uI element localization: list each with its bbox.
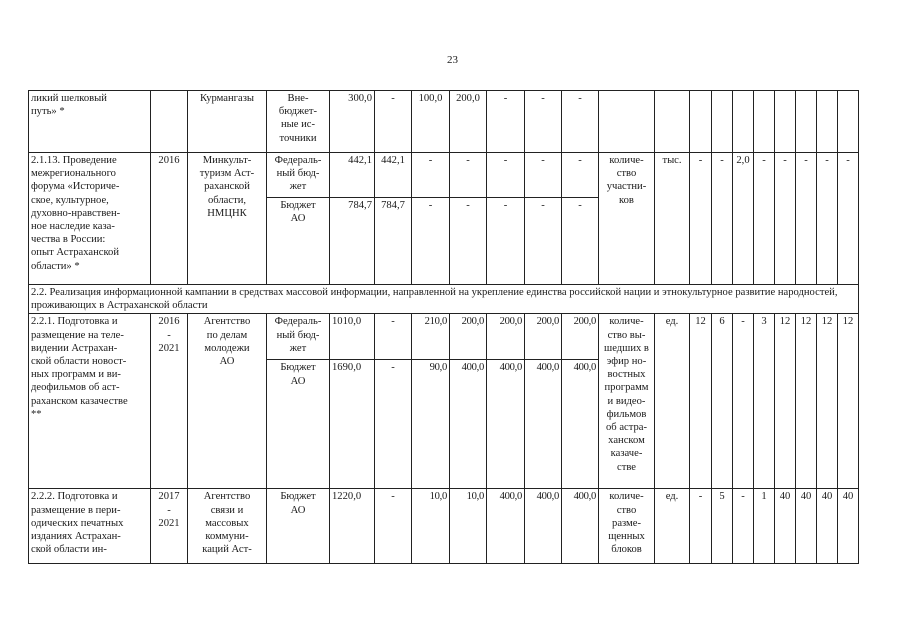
indicator-value: - bbox=[838, 153, 859, 285]
indicator-value: 6 bbox=[712, 314, 733, 489]
indicator-cell bbox=[599, 91, 655, 153]
year-2017: 100,0 bbox=[412, 91, 450, 153]
year-2019: 200,0 bbox=[487, 314, 525, 360]
indicator-value bbox=[733, 91, 754, 153]
funding-source: Бюджет АО bbox=[267, 489, 330, 564]
year-2021: 400,0 bbox=[562, 360, 599, 489]
indicator-value bbox=[796, 91, 817, 153]
year-2021: 200,0 bbox=[562, 314, 599, 360]
year-2021: - bbox=[562, 153, 599, 198]
period-cell: 2016 bbox=[151, 153, 188, 285]
period-cell bbox=[151, 91, 188, 153]
funding-source: Бюджет АО bbox=[267, 198, 330, 285]
year-2018: 200,0 bbox=[450, 314, 487, 360]
year-2016: - bbox=[375, 489, 412, 564]
indicator-value bbox=[775, 91, 796, 153]
indicator-value: 5 bbox=[712, 489, 733, 564]
executor-cell: Агентство по делам молодежи АО bbox=[188, 314, 267, 489]
activity-name: ликий шелковый путь» * bbox=[29, 91, 151, 153]
program-table bbox=[28, 90, 859, 564]
total-cell: 442,1 bbox=[330, 153, 375, 198]
indicator-value: - bbox=[733, 314, 754, 489]
year-2020: 400,0 bbox=[525, 360, 562, 489]
indicator-value: 40 bbox=[817, 489, 838, 564]
section-heading: 2.2. Реализация информационной кампании в средствах массовой информации, направленной на укрепление единства российской нации и этнокультурное развитие народностей, проживающих в Астраханской области bbox=[29, 285, 859, 314]
total-cell: 1220,0 bbox=[330, 489, 375, 564]
indicator-value bbox=[754, 91, 775, 153]
indicator-value: 12 bbox=[817, 314, 838, 489]
year-2021: - bbox=[562, 198, 599, 285]
year-2016: 442,1 bbox=[375, 153, 412, 198]
executor-cell: Курмангазы bbox=[188, 91, 267, 153]
year-2016: - bbox=[375, 360, 412, 489]
total-cell: 1690,0 bbox=[330, 360, 375, 489]
indicator-value: 1 bbox=[754, 489, 775, 564]
year-2019: - bbox=[487, 153, 525, 198]
table-row bbox=[29, 91, 859, 153]
table-row bbox=[29, 489, 859, 564]
year-2019: 400,0 bbox=[487, 489, 525, 564]
table-row bbox=[29, 153, 859, 198]
indicator-value bbox=[690, 91, 712, 153]
year-2017: 90,0 bbox=[412, 360, 450, 489]
indicator-value: 40 bbox=[775, 489, 796, 564]
funding-source: Федераль- ный бюд- жет bbox=[267, 153, 330, 198]
total-cell: 1010,0 bbox=[330, 314, 375, 360]
indicator-value: - bbox=[796, 153, 817, 285]
indicator-value: 2,0 bbox=[733, 153, 754, 285]
table-row bbox=[29, 285, 859, 314]
indicator-value: - bbox=[690, 489, 712, 564]
year-2020: 200,0 bbox=[525, 314, 562, 360]
unit-cell: ед. bbox=[655, 489, 690, 564]
indicator-cell: количе- ство вы- шедших в эфир но- востных программ и видео- фильмов об астра- ханском казаче- стве bbox=[599, 314, 655, 489]
page-number: 23 bbox=[447, 54, 458, 66]
indicator-value bbox=[838, 91, 859, 153]
funding-source: Вне- бюджет- ные ис- точники bbox=[267, 91, 330, 153]
indicator-value: - bbox=[733, 489, 754, 564]
year-2019: - bbox=[487, 91, 525, 153]
year-2021: 400,0 bbox=[562, 489, 599, 564]
year-2018: 400,0 bbox=[450, 360, 487, 489]
indicator-cell: количе- ство разме- щенных блоков bbox=[599, 489, 655, 564]
indicator-value: - bbox=[775, 153, 796, 285]
executor-cell: Агентство связи и массовых коммуни- каций Аст- bbox=[188, 489, 267, 564]
year-2019: 400,0 bbox=[487, 360, 525, 489]
indicator-value: 12 bbox=[796, 314, 817, 489]
funding-source: Федераль- ный бюд- жет bbox=[267, 314, 330, 360]
indicator-value: 40 bbox=[838, 489, 859, 564]
total-cell: 300,0 bbox=[330, 91, 375, 153]
indicator-value: - bbox=[690, 153, 712, 285]
indicator-value: - bbox=[712, 153, 733, 285]
indicator-value: 12 bbox=[690, 314, 712, 489]
year-2017: - bbox=[412, 153, 450, 198]
indicator-value: 40 bbox=[796, 489, 817, 564]
unit-cell: ед. bbox=[655, 314, 690, 489]
year-2017: 210,0 bbox=[412, 314, 450, 360]
indicator-value bbox=[817, 91, 838, 153]
table-row bbox=[29, 314, 859, 360]
indicator-value: - bbox=[817, 153, 838, 285]
indicator-value: 3 bbox=[754, 314, 775, 489]
year-2020: - bbox=[525, 198, 562, 285]
indicator-value: - bbox=[754, 153, 775, 285]
year-2018: 10,0 bbox=[450, 489, 487, 564]
total-cell: 784,7 bbox=[330, 198, 375, 285]
year-2021: - bbox=[562, 91, 599, 153]
activity-name: 2.2.1. Подготовка и размещение на теле- видении Астрахан- ской области новост- ных программ и ви- деофильмов об аст- раханском казачестве ** bbox=[29, 314, 151, 489]
year-2018: - bbox=[450, 198, 487, 285]
year-2017: - bbox=[412, 198, 450, 285]
period-cell: 2016 - 2021 bbox=[151, 314, 188, 489]
indicator-cell: количе- ство участни- ков bbox=[599, 153, 655, 285]
year-2017: 10,0 bbox=[412, 489, 450, 564]
activity-name: 2.1.13. Проведение межрегионального форума «Историче- ское, культурное, духовно-нравствен- ное наследие каза- чества в России: опыт Астраханской области» * bbox=[29, 153, 151, 285]
executor-cell: Минкульт- туризм Аст- раханской области, НМЦНК bbox=[188, 153, 267, 285]
indicator-value bbox=[712, 91, 733, 153]
activity-name: 2.2.2. Подготовка и размещение в пери- одических печатных изданиях Астрахан- ской области ин- bbox=[29, 489, 151, 564]
year-2019: - bbox=[487, 198, 525, 285]
year-2020: - bbox=[525, 91, 562, 153]
year-2016: 784,7 bbox=[375, 198, 412, 285]
indicator-value: 12 bbox=[775, 314, 796, 489]
year-2020: 400,0 bbox=[525, 489, 562, 564]
unit-cell bbox=[655, 91, 690, 153]
year-2018: - bbox=[450, 153, 487, 198]
year-2018: 200,0 bbox=[450, 91, 487, 153]
funding-source: Бюджет АО bbox=[267, 360, 330, 489]
year-2016: - bbox=[375, 314, 412, 360]
period-cell: 2017 - 2021 bbox=[151, 489, 188, 564]
unit-cell: тыс. bbox=[655, 153, 690, 285]
indicator-value: 12 bbox=[838, 314, 859, 489]
year-2016: - bbox=[375, 91, 412, 153]
year-2020: - bbox=[525, 153, 562, 198]
